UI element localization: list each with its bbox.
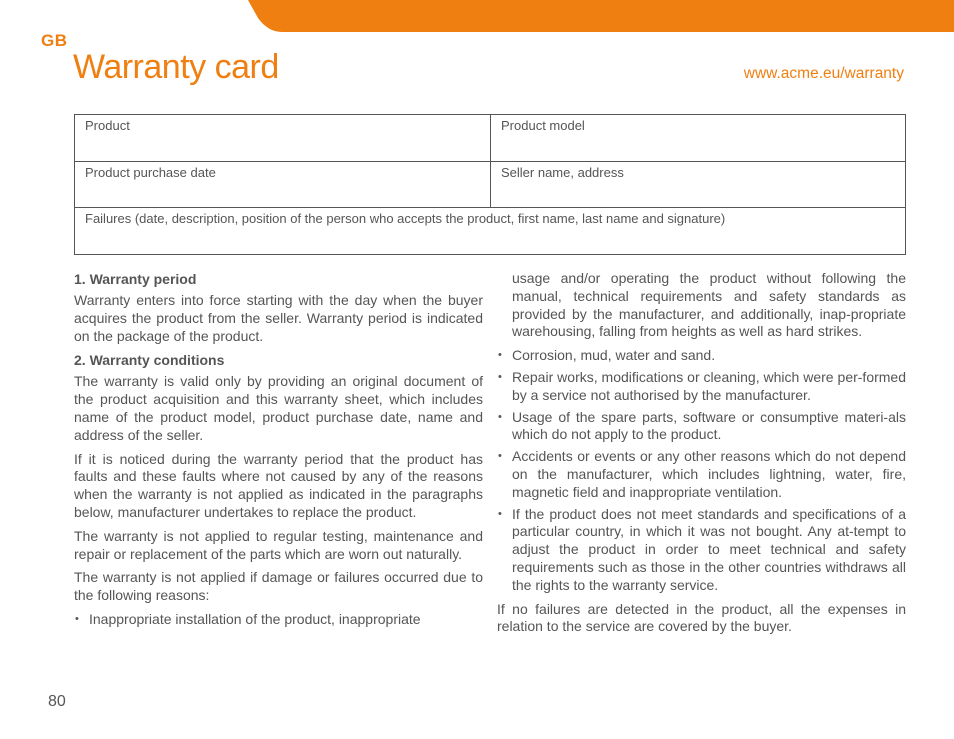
list-item: • Accidents or events or any other reasons which do not depend on the manufacturer, which includes lightning, water, fire, magnetic field and inappropriate ventilation.	[497, 448, 906, 501]
list-item: • Repair works, modifications or cleaning, which were per-formed by a service not authorised by the manufacturer.	[497, 369, 906, 405]
list-item: • Corrosion, mud, water and sand.	[497, 347, 906, 365]
list-item: • Inappropriate installation of the product, inappropriate	[74, 611, 483, 629]
conditions-paragraph-4: The warranty is not applied if damage or failures occurred due to the following reasons:	[74, 569, 483, 604]
exclusions-list-start	[74, 611, 483, 629]
seller-field[interactable]: Seller name, address	[491, 161, 906, 208]
warranty-conditions-heading: 2. Warranty conditions	[74, 352, 225, 369]
page-title: Warranty card	[73, 48, 279, 86]
left-column	[74, 270, 483, 635]
top-orange-bar	[0, 0, 954, 32]
conditions-paragraph-2: If it is noticed during the warranty period that the product has faults and these faults where not caused by any of the reasons when the warranty is not applied as indicated in the paragraphs below, manufacturer undertakes to replace the product.	[74, 450, 483, 520]
warranty-period-heading: 1. Warranty period	[74, 271, 197, 287]
warranty-url-link[interactable]: www.acme.eu/warranty	[743, 65, 904, 82]
language-code: GB	[41, 31, 68, 50]
right-column	[497, 270, 906, 642]
warranty-form-table	[74, 114, 906, 255]
exclusions-list	[497, 347, 906, 594]
conditions-paragraph-3: The warranty is not applied to regular testing, maintenance and repair or replacement of the parts which are worn out naturally.	[74, 527, 483, 562]
conditions-paragraph-1: The warranty is valid only by providing an original document of the product acquisition and this warranty sheet, which includes name of the product model, product purchase date, name and address of the seller.	[74, 373, 483, 443]
warranty-period-text: Warranty enters into force starting with the day when the buyer acquires the product from the seller. Warranty period is indicated on the package of the product.	[74, 292, 483, 344]
exclusion-continued-text: usage and/or operating the product without following the manual, technical requirements and safety standards as provided by the manufacturer, and additionally, inap-propriate warehousing, falling from heights as well as hard strikes.	[512, 270, 906, 340]
final-paragraph: If no failures are detected in the product, all the expenses in relation to the service are covered by the buyer.	[497, 600, 906, 635]
product-field[interactable]: Product	[75, 115, 491, 162]
product-model-field[interactable]: Product model	[491, 115, 906, 162]
failures-field[interactable]: Failures (date, description, position of the person who accepts the product, first name, last name and signature)	[75, 208, 906, 255]
purchase-date-field[interactable]: Product purchase date	[75, 161, 491, 208]
page-number: 80	[48, 693, 66, 710]
list-item: • If the product does not meet standards and specifications of a particular country, in which it was not bought. Any at-tempt to adjust the product in order to meet technical and safety requirements such as those in the other countries withdraws all the rights to the warranty service.	[497, 506, 906, 595]
list-item: • Usage of the spare parts, software or consumptive materi-als which do not apply to the product.	[497, 409, 906, 445]
